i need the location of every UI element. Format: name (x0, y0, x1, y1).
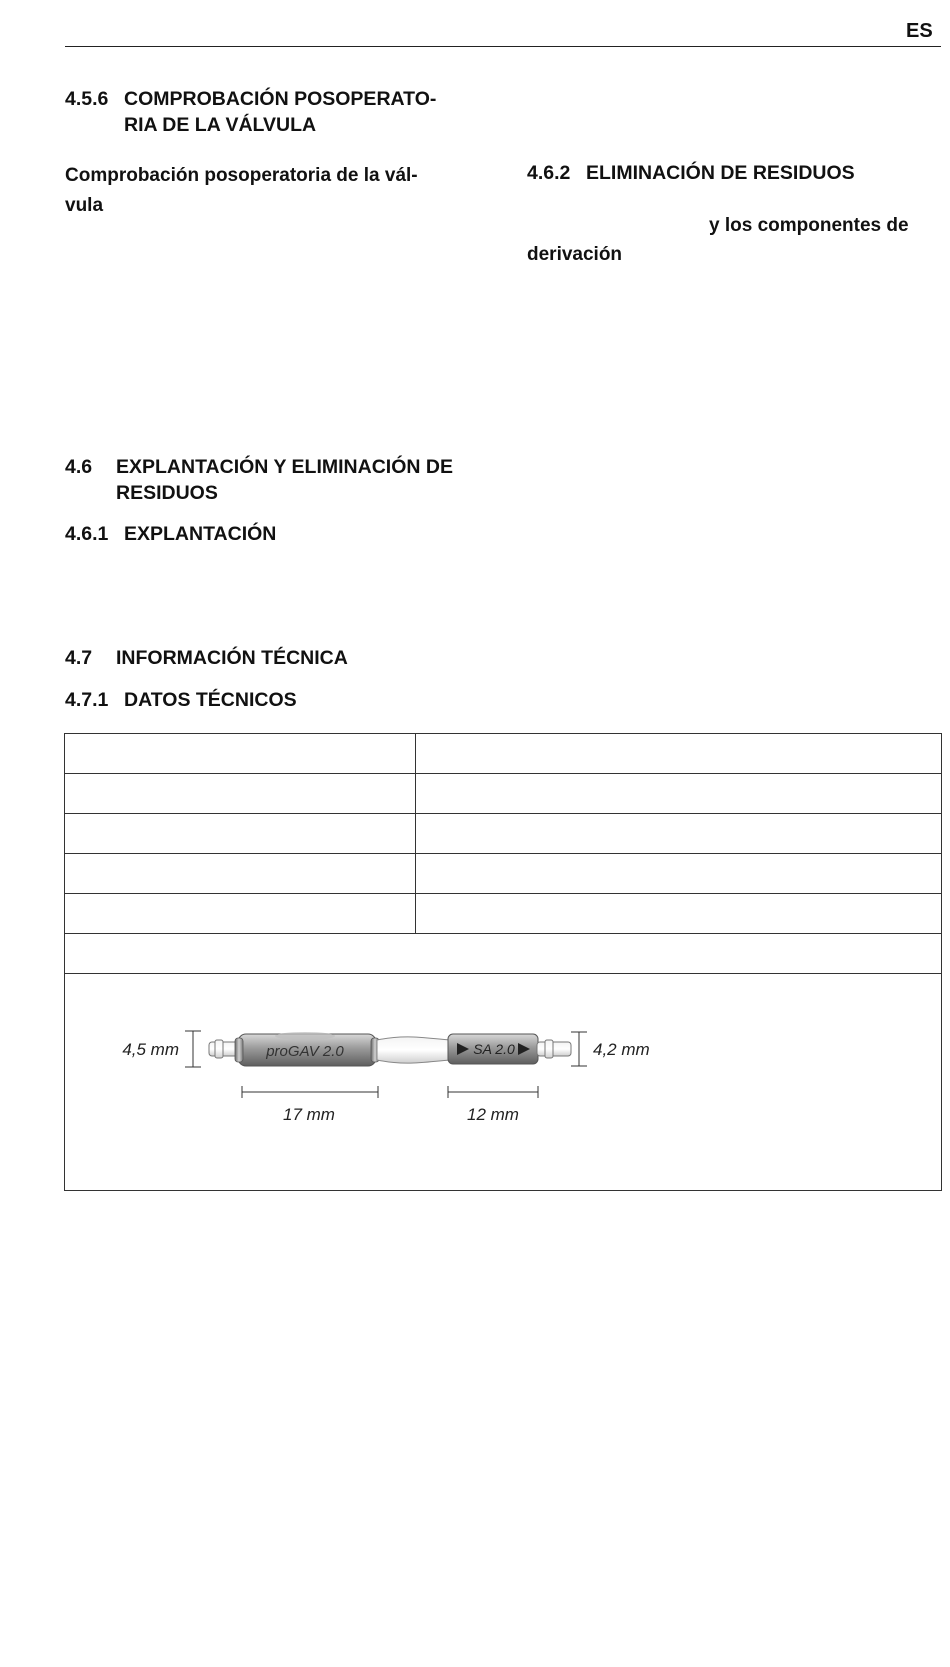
heading-title: ELIMINACIÓN DE RESIDUOS (586, 162, 855, 184)
heading-title-line2: RESIDUOS (116, 482, 218, 504)
table-row (65, 934, 942, 974)
heading-4-6-1 (65, 521, 277, 547)
sa-label: SA 2.0 (473, 1041, 515, 1057)
heading-number: 4.6.1 (65, 523, 109, 545)
sa-length-marker (448, 1086, 538, 1098)
sa-length-label: 12 mm (467, 1105, 519, 1124)
body-text-line: derivación (527, 244, 623, 265)
table-cell (416, 854, 942, 894)
table-row (65, 894, 942, 934)
table-cell (65, 934, 942, 974)
body-text-line: vula (65, 195, 104, 216)
progav-length-marker (242, 1086, 378, 1098)
figure-cell (65, 974, 942, 1191)
heading-number: 4.7 (65, 647, 93, 669)
heading-title: DATOS TÉCNICOS (124, 689, 297, 711)
right-height-label: 4,2 mm (593, 1040, 650, 1059)
progav-label: proGAV 2.0 (266, 1043, 344, 1060)
heading-number: 4.7.1 (65, 689, 109, 711)
heading-number: 4.6.2 (527, 162, 571, 184)
heading-title: INFORMACIÓN TÉCNICA (116, 647, 348, 669)
table-cell (65, 854, 416, 894)
body-text-line: y los componentes de (709, 215, 909, 236)
table-cell (416, 894, 942, 934)
heading-title: EXPLANTACIÓN (124, 523, 277, 545)
heading-title-line1: EXPLANTACIÓN Y ELIMINACIÓN DE (116, 456, 453, 478)
header-rule (65, 46, 941, 47)
left-height-marker (185, 1031, 201, 1067)
technical-data-table (64, 733, 942, 1191)
heading-number: 4.5.6 (65, 88, 109, 110)
progav-length-label: 17 mm (283, 1105, 335, 1124)
table-cell (416, 774, 942, 814)
valve-dimension-figure (65, 974, 941, 1190)
heading-4-7-1 (65, 687, 297, 713)
table-row (65, 774, 942, 814)
heading-title-line1: COMPROBACIÓN POSOPERATO- (124, 88, 437, 110)
heading-4-6 (65, 454, 453, 480)
table-cell (65, 734, 416, 774)
heading-4-6-2 (527, 160, 855, 186)
table-row (65, 854, 942, 894)
table-cell (65, 894, 416, 934)
heading-4-7 (65, 645, 348, 671)
language-code: ES (906, 20, 933, 42)
right-height-marker (571, 1032, 587, 1066)
body-text-line: Comprobación posoperatoria de la vál- (65, 165, 418, 186)
connecting-tube (377, 1037, 450, 1063)
table-cell (65, 774, 416, 814)
table-cell (416, 814, 942, 854)
heading-number: 4.6 (65, 456, 93, 478)
heading-title-line2: RIA DE LA VÁLVULA (124, 114, 317, 136)
table-row (65, 734, 942, 774)
heading-4-5-6 (65, 86, 437, 112)
table-cell (416, 734, 942, 774)
table-row-figure (65, 974, 942, 1191)
right-connector (537, 1040, 571, 1058)
table-row (65, 814, 942, 854)
left-height-label: 4,5 mm (122, 1040, 179, 1059)
table-cell (65, 814, 416, 854)
